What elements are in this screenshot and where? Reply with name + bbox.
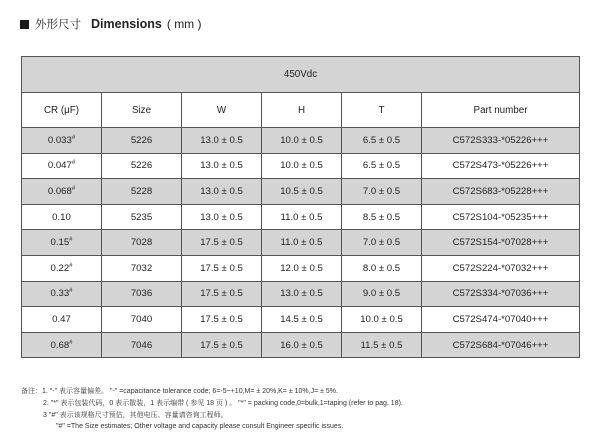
cell-size: 5226	[102, 128, 182, 154]
cell-t: 10.0 ± 0.5	[342, 307, 422, 333]
cell-capacitance	[22, 230, 102, 256]
cell-size: 5226	[102, 153, 182, 179]
cell-t: 8.5 ± 0.5	[342, 204, 422, 230]
cell-size: 5228	[102, 179, 182, 205]
note-line-2: 2. "*" 表示包装代码，0 表示散装，1 表示编带 ( 参见 18 页 ) 。 "*" = packing code,0=bulk,1=taping (refer to pag. 18).	[43, 399, 403, 407]
cell-capacitance	[22, 179, 102, 205]
note-line-3: 3 "#" 表示该规格尺寸预估，其他电压、容量请咨询工程师。	[43, 411, 228, 419]
section-title-chinese: 外形尺寸	[35, 19, 81, 31]
cell-size: 5235	[102, 204, 182, 230]
column-header-row	[22, 93, 580, 128]
cell-capacitance	[22, 204, 102, 230]
table-row	[22, 332, 580, 358]
cell-capacitance	[22, 332, 102, 358]
cell-size: 7046	[102, 332, 182, 358]
cell-capacitance	[22, 128, 102, 154]
cell-size: 7040	[102, 307, 182, 333]
column-header-part-number: Part number	[422, 93, 580, 128]
cell-part-number: C572S683-*05228+++	[422, 179, 580, 205]
estimate-mark: #	[71, 134, 76, 141]
table-row	[22, 230, 580, 256]
capacitance-value: 0.68	[50, 339, 70, 351]
cell-capacitance	[22, 307, 102, 333]
cell-w: 17.5 ± 0.5	[182, 255, 262, 281]
section-title-english: Dimensions	[91, 17, 162, 31]
cell-t: 6.5 ± 0.5	[342, 153, 422, 179]
voltage-header-row	[22, 57, 580, 93]
capacitance-value: 0.15	[50, 237, 70, 249]
table-row	[22, 307, 580, 333]
cell-w: 17.5 ± 0.5	[182, 230, 262, 256]
cell-w: 13.0 ± 0.5	[182, 179, 262, 205]
estimate-mark: #	[69, 339, 73, 346]
cell-part-number: C572S474-*07040+++	[422, 307, 580, 333]
column-header-t: T	[342, 93, 422, 128]
cell-part-number: C572S473-*05226+++	[422, 153, 580, 179]
cell-part-number: C572S684-*07046+++	[422, 332, 580, 358]
column-header-h: H	[262, 93, 342, 128]
section-title	[20, 15, 202, 33]
cell-part-number: C572S333-*05226+++	[422, 128, 580, 154]
table-row	[22, 255, 580, 281]
cell-capacitance	[22, 153, 102, 179]
column-header-size: Size	[102, 93, 182, 128]
cell-t: 6.5 ± 0.5	[342, 128, 422, 154]
cell-t: 7.0 ± 0.5	[342, 179, 422, 205]
note-line-4: "#" =The Size estimates; Other voltage and capacity please consult Engineer specific issues.	[56, 423, 344, 431]
cell-part-number: C572S334-*07036+++	[422, 281, 580, 307]
cell-part-number: C572S154-*07028+++	[422, 230, 580, 256]
cell-h: 13.0 ± 0.5	[262, 281, 342, 307]
table-row	[22, 153, 580, 179]
cell-h: 16.0 ± 0.5	[262, 332, 342, 358]
cell-t: 8.0 ± 0.5	[342, 255, 422, 281]
note-1-text: 1. "-" 表示容量偏差。 "-" =capacitance tolerance code; 6=-5~+10,M= ± 20%,K= ± 10%,J= ± 5%.	[42, 388, 338, 395]
column-header-capacitance: CR (μF)	[22, 93, 102, 128]
capacitance-value: 0.47	[52, 313, 71, 325]
cell-w: 13.0 ± 0.5	[182, 128, 262, 154]
cell-capacitance	[22, 255, 102, 281]
cell-w: 17.5 ± 0.5	[182, 307, 262, 333]
cell-w: 17.5 ± 0.5	[182, 332, 262, 358]
square-bullet-icon	[20, 20, 29, 29]
cell-size: 7036	[102, 281, 182, 307]
cell-t: 7.0 ± 0.5	[342, 230, 422, 256]
cell-w: 13.0 ± 0.5	[182, 153, 262, 179]
cell-capacitance	[22, 281, 102, 307]
cell-h: 10.0 ± 0.5	[262, 153, 342, 179]
estimate-mark: #	[71, 160, 76, 167]
cell-w: 17.5 ± 0.5	[182, 281, 262, 307]
capacitance-value: 0.10	[52, 211, 71, 223]
column-header-w: W	[182, 93, 262, 128]
cell-h: 11.0 ± 0.5	[262, 204, 342, 230]
estimate-mark: #	[69, 288, 73, 295]
notes-section	[21, 386, 601, 433]
notes-label: 备注：	[21, 388, 42, 395]
cell-size: 7032	[102, 255, 182, 281]
note-line-1	[21, 386, 601, 398]
estimate-mark: #	[71, 185, 76, 192]
cell-part-number: C572S104-*05235+++	[422, 204, 580, 230]
table-row	[22, 204, 580, 230]
cell-h: 10.0 ± 0.5	[262, 128, 342, 154]
capacitance-value: 0.068	[47, 185, 72, 197]
table-row	[22, 128, 580, 154]
cell-h: 12.0 ± 0.5	[262, 255, 342, 281]
cell-w: 13.0 ± 0.5	[182, 204, 262, 230]
dimensions-table	[21, 56, 580, 358]
cell-h: 11.0 ± 0.5	[262, 230, 342, 256]
section-title-unit: ( mm )	[166, 17, 202, 31]
capacitance-value: 0.33	[50, 288, 70, 300]
voltage-header: 450Vdc	[22, 57, 580, 93]
cell-h: 10.5 ± 0.5	[262, 179, 342, 205]
estimate-mark: #	[69, 236, 73, 243]
cell-t: 9.0 ± 0.5	[342, 281, 422, 307]
cell-size: 7028	[102, 230, 182, 256]
capacitance-value: 0.033	[47, 134, 72, 146]
estimate-mark: #	[69, 262, 73, 269]
capacitance-value: 0.047	[47, 160, 72, 172]
cell-h: 14.5 ± 0.5	[262, 307, 342, 333]
cell-t: 11.5 ± 0.5	[342, 332, 422, 358]
table-row	[22, 179, 580, 205]
cell-part-number: C572S224-*07032+++	[422, 255, 580, 281]
table-row	[22, 281, 580, 307]
capacitance-value: 0.22	[50, 262, 70, 274]
